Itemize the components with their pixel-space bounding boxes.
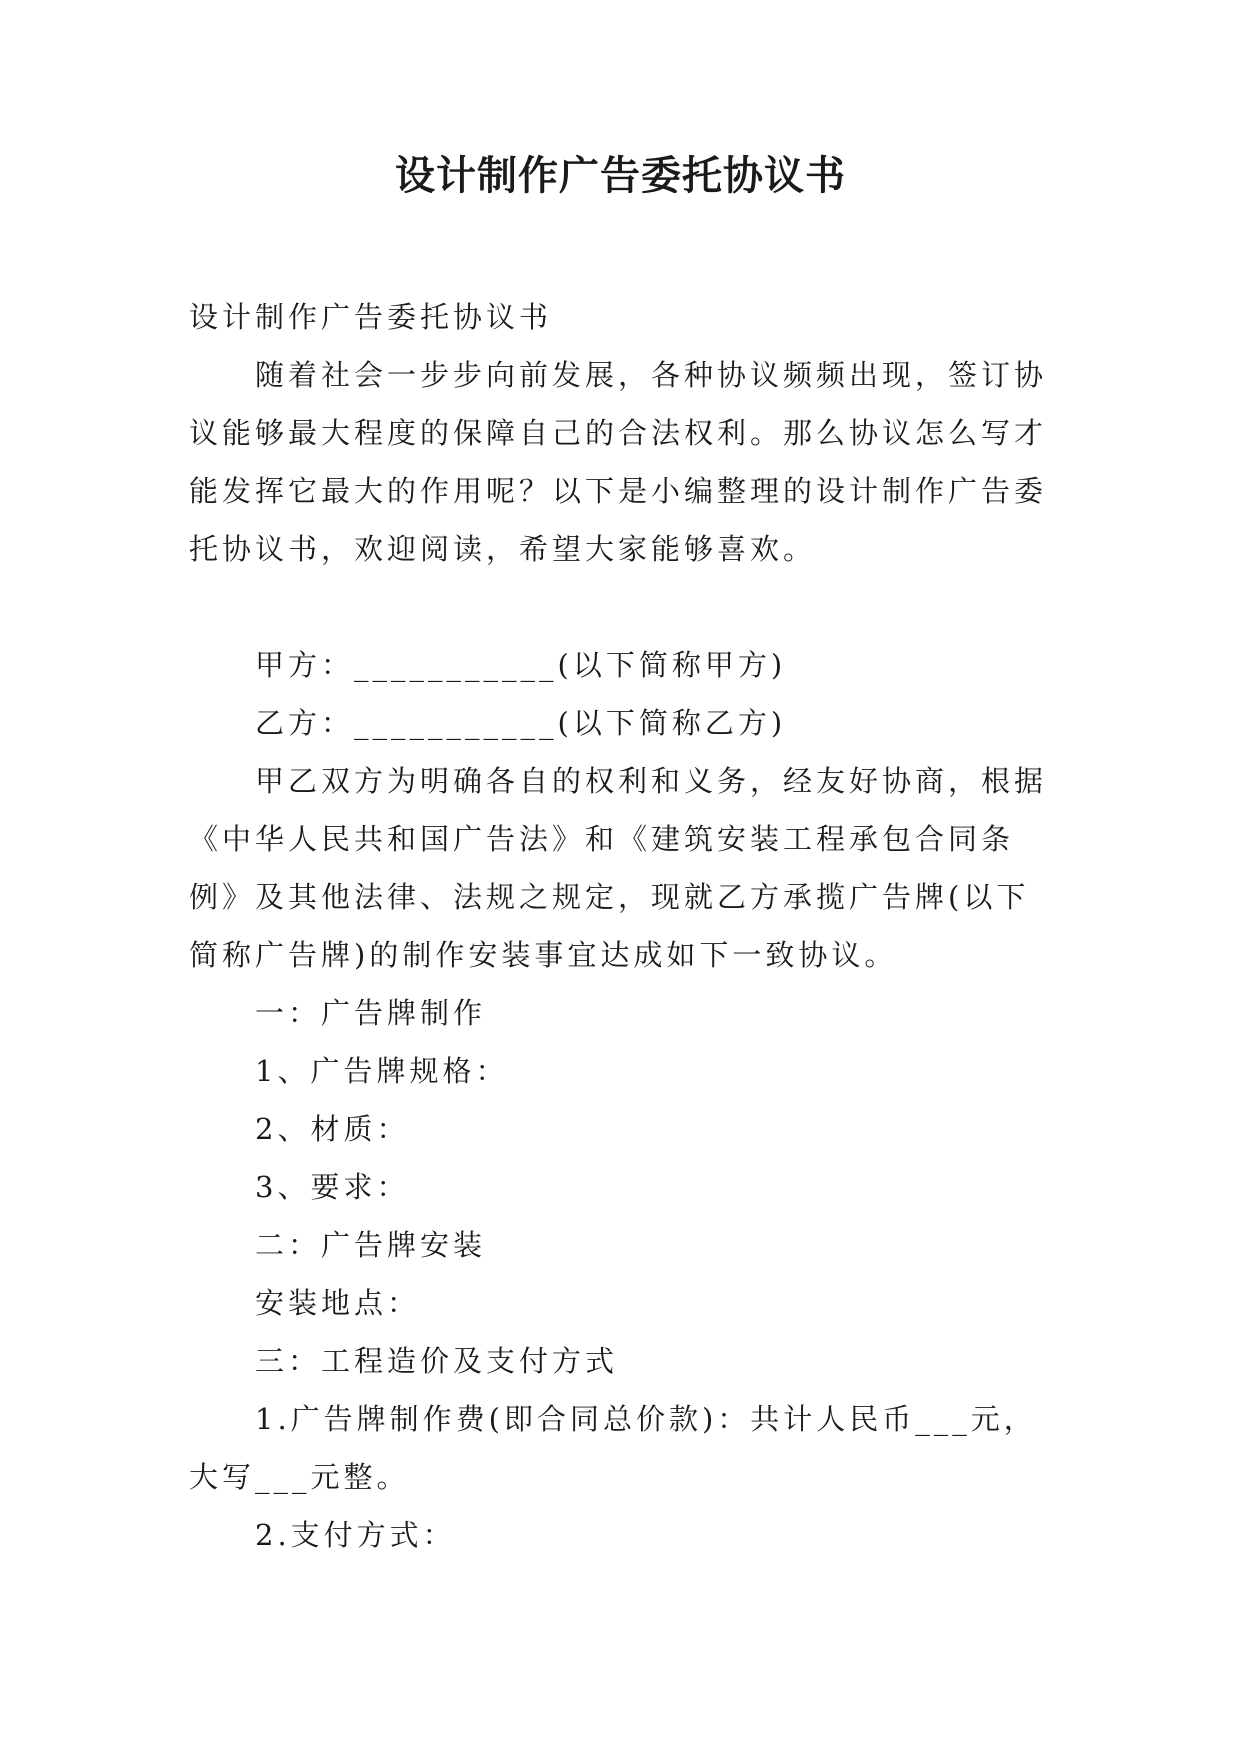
section-2-heading: 二：广告牌安装	[255, 1228, 487, 1262]
intro-paragraph: 随着社会一步步向前发展，各种协议频频出现，签订协议能够最大程度的保障自己的合法权利。那么协议怎么写才能发挥它最大的作用呢？以下是小编整理的设计制作广告委托协议书，欢迎阅读，希望大家能够喜欢。	[189, 358, 1048, 566]
section-1-item-requirements: 3、要求：	[255, 1170, 410, 1204]
section-1-item-size: 1、广告牌规格：	[255, 1054, 509, 1088]
document-title: 设计制作广告委托协议书	[395, 153, 846, 199]
section-1-item-material: 2、材质：	[255, 1112, 410, 1146]
party-a-line: 甲方：___________(以下简称甲方)	[255, 648, 787, 682]
paragraph-gap	[189, 578, 1051, 636]
document-subtitle: 设计制作广告委托协议书	[189, 300, 553, 334]
section-3-heading: 三：工程造价及支付方式	[255, 1344, 619, 1378]
section-3-payment: 2.支付方式：	[255, 1518, 456, 1552]
party-b-line: 乙方：___________(以下简称乙方)	[255, 706, 787, 740]
section-3-fee: 1.广告牌制作费(即合同总价款)：共计人民币___元，大写___元整。	[189, 1402, 1037, 1494]
section-2-location: 安装地点：	[255, 1286, 421, 1320]
document-body	[189, 288, 1051, 1564]
section-1-heading: 一：广告牌制作	[255, 996, 487, 1030]
preamble-paragraph: 甲乙双方为明确各自的权利和义务，经友好协商，根据《中华人民共和国广告法》和《建筑安装工程承包合同条例》及其他法律、法规之规定，现就乙方承揽广告牌(以下简称广告牌)的制作安装事宜达成如下一致协议。	[189, 764, 1048, 972]
